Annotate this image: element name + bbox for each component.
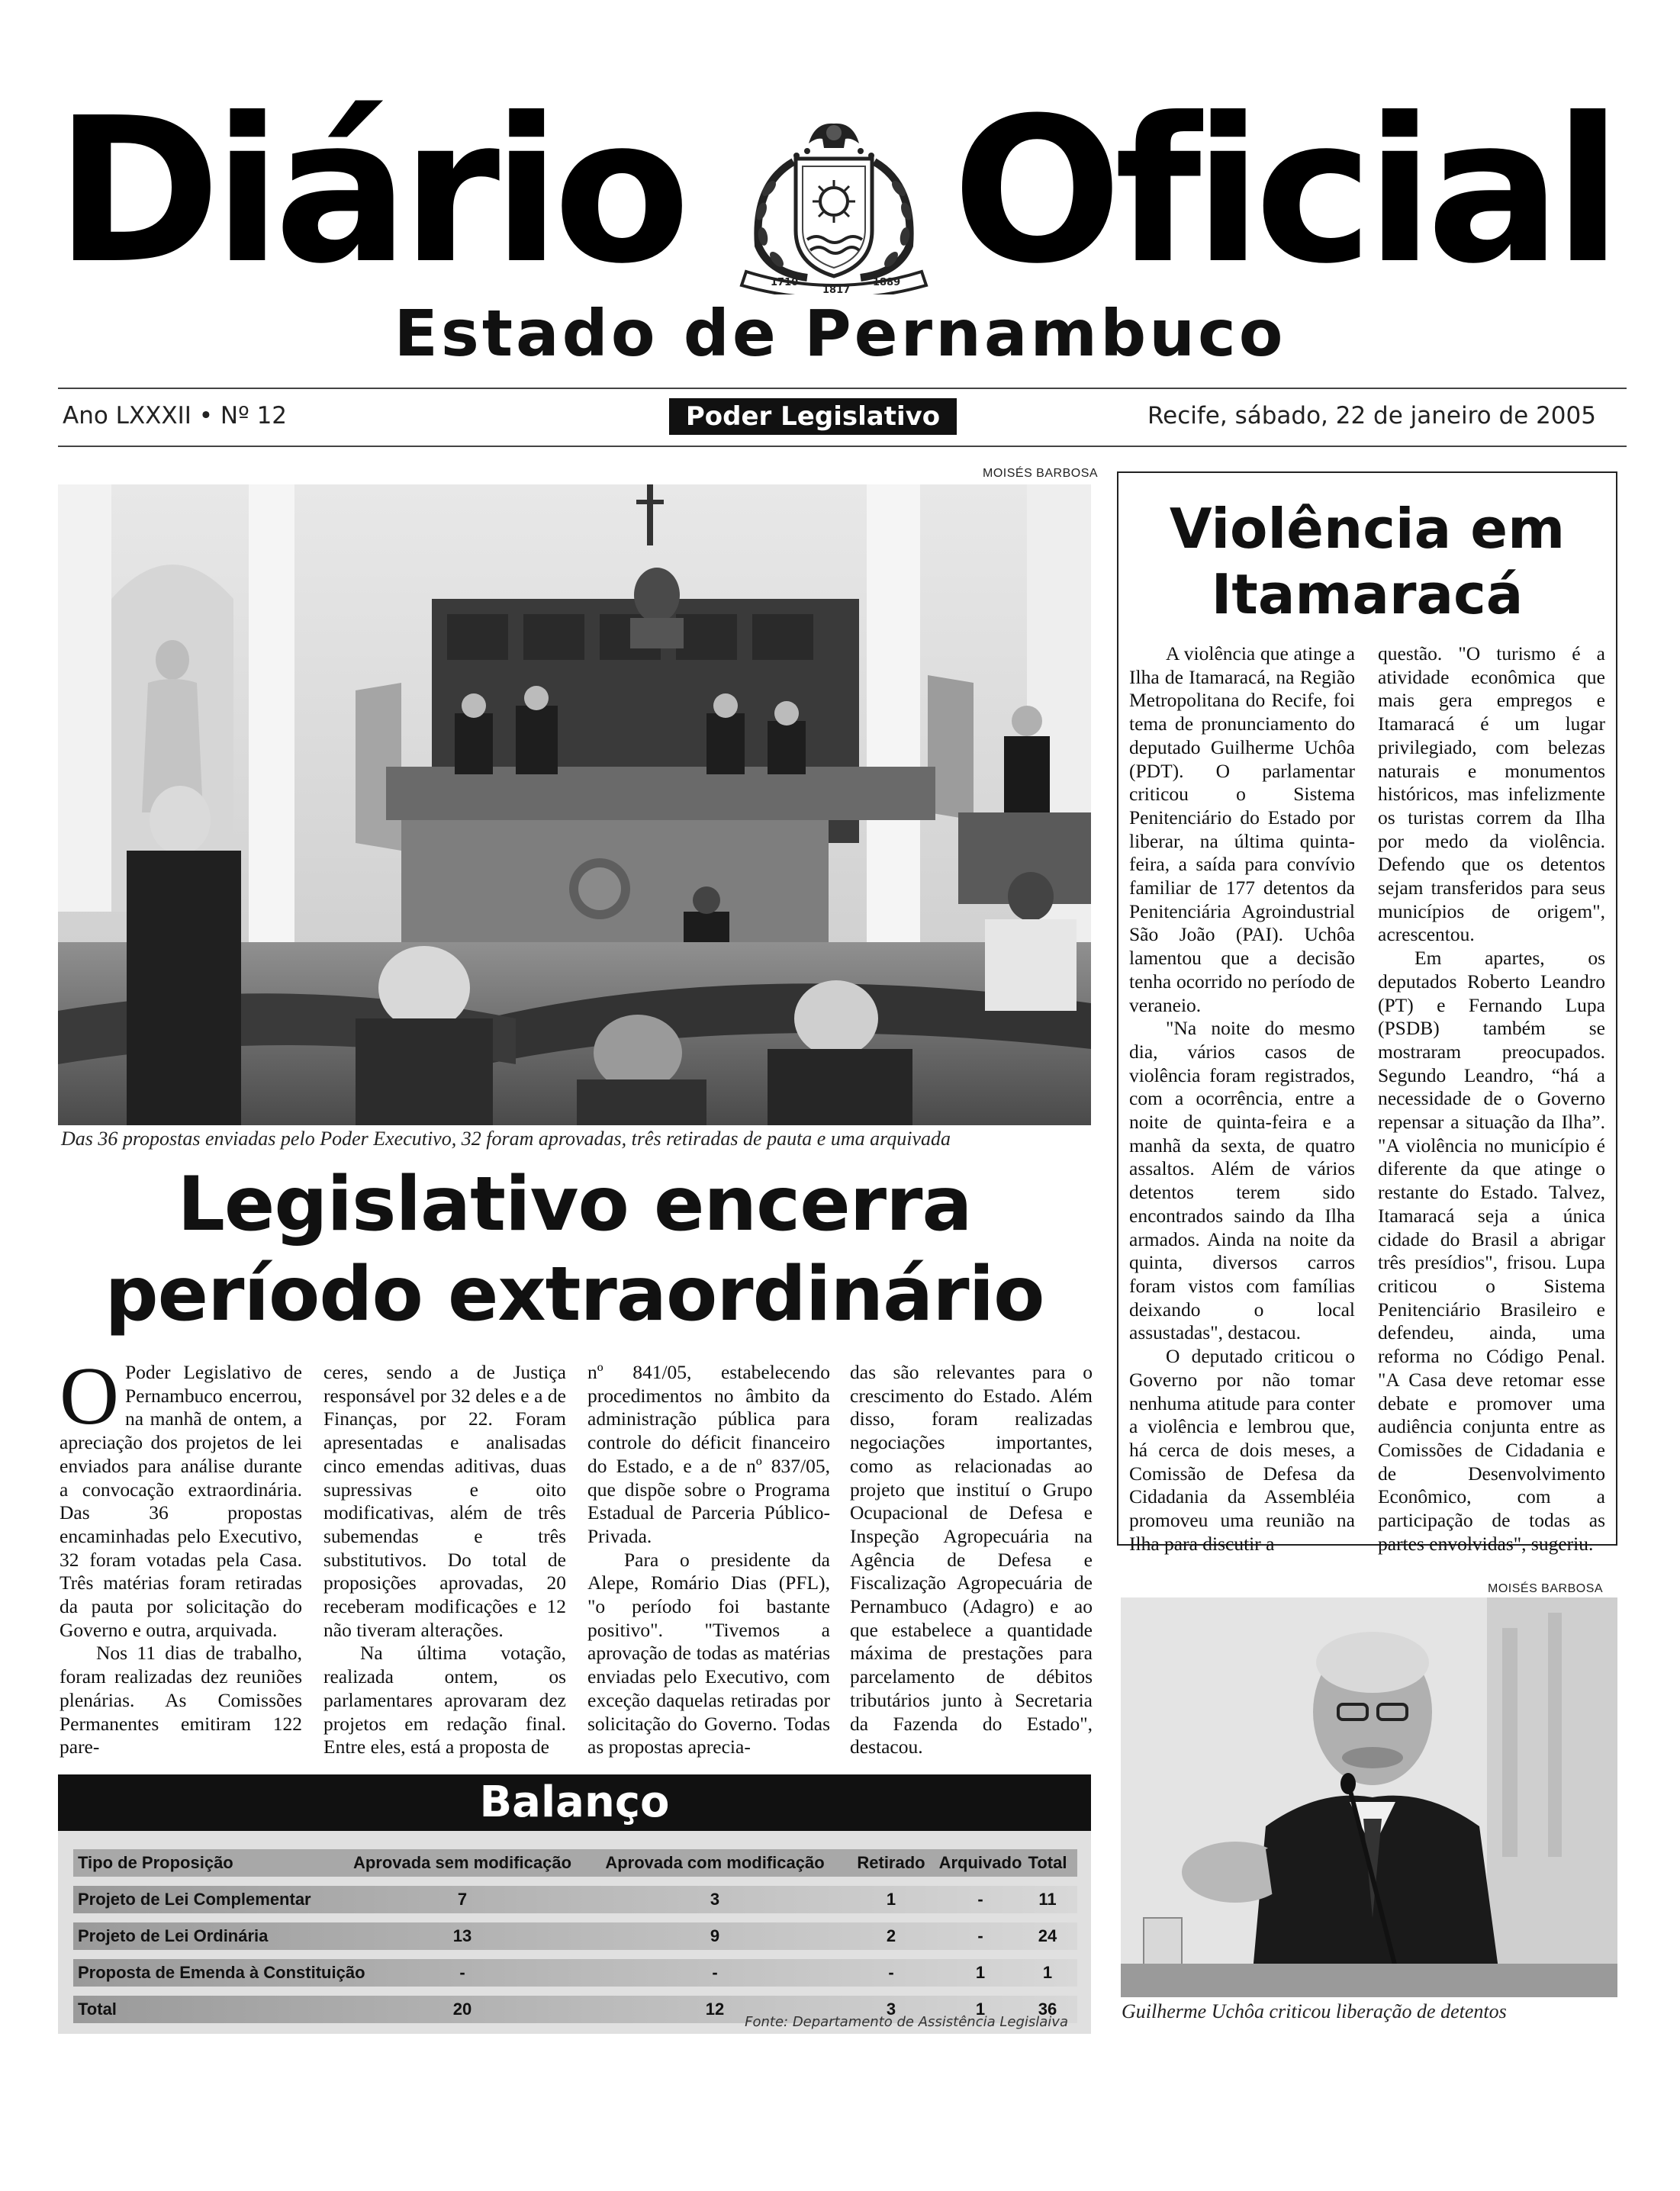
table-cell: 20 [452,2000,472,2019]
table-cell: 11 [1038,1890,1057,1909]
sidebar-paragraph: questão. "O turismo é a atividade econômica que mais gera empregos e Itamaracá é um lugar privilegiado, com belezas naturais e monumentos históricos, mas infelizmente os turistas correm da Ilha por medo da violência. Defendo que os detentos sejam transferidos para seus municípios de origem", acrescentou. [1378,642,1605,946]
svg-text:1817: 1817 [822,285,851,294]
balanco-title: Balanço [58,1774,1091,1831]
table-cell: Projeto de Lei Complementar [78,1890,311,1909]
main-article-column-4 [850,1361,1093,1759]
sidebar-title [1117,496,1617,627]
table-cell: 3 [886,2000,896,2019]
section-badge: Poder Legislativo [669,398,957,435]
sidebar-paragraph: O deputado criticou o Governo por não tomar nenhuma atitude para conter a violência e lembrou que, há cerca de dois meses, a Comissão de Defesa da Cidadania da Assembléia promoveu uma reunião na Ilha para discutir a [1129,1345,1355,1555]
table-cell: - [977,1890,983,1909]
side-photo-credit: MOISÉS BARBOSA [1488,1582,1604,1595]
pernambuco-coat-of-arms-icon [723,116,945,294]
sidebar-paragraph: "Na noite do mesmo dia, vários casos de violência foram registrados, com a ocorrência, entre a noite de quinta-feira e a manhã da sexta, de quatro assaltos. Além de vários detentos terem sido encontrados saindo da Ilha armados. Ainda na noite da quinta, diversos carros foram vistos com famílias deixando o local assustadas", destacou. [1129,1017,1355,1344]
table-header-cell: Retirado [857,1853,925,1872]
article-paragraph: das são relevantes para o crescimento do Estado. Além disso, foram realizadas negociações importantes, como as relacionadas ao projeto que instituí o Grupo Ocupacional de Defesa e Inspeção Agropecuária na Agência de Defesa e Fiscalização Agropecuária de Pernambuco (Adagro) e ao que estabelece a quantidade máxima de prestações para parcelamento de débitos tributários junto à Secretaria da Fazenda do Estado", destacou. [850,1361,1093,1758]
sidebar-column-2 [1378,642,1605,1556]
headline-line-2: período extraordinário [105,1251,1044,1338]
table-header-cell: Total [1028,1853,1067,1872]
article-paragraph: ceres, sendo a de Justiça responsável por 32 deles e a de Finanças, por 22. Foram apresentadas e analisadas cinco emendas aditivas, duas supressivas e oito modificativas, além de três subemendas e três substitutivos. Do total de proposições aprovadas, 20 receberam modificações e 12 não tiveram alterações. [323,1361,566,1641]
table-row [73,1922,1077,1950]
table-header-cell: Arquivado [938,1853,1022,1872]
table-cell: 12 [705,2000,725,2019]
main-photo-caption: Das 36 propostas enviadas pelo Poder Executivo, 32 foram aprovadas, três retiradas de pauta e uma arquivada [61,1128,951,1150]
table-cell: 1 [1042,1963,1053,1982]
svg-text:1710: 1710 [771,277,799,288]
drop-cap: O [60,1351,119,1442]
article-paragraph: nº 841/05, estabelecendo procedimentos no âmbito da administração pública para controle do déficit financeiro do Estado, e a de nº 837/05, que dispõe sobre o Programa Estadual de Parceria Público-Privada. [587,1361,830,1547]
article-paragraph: Na última votação, realizada ontem, os parlamentares aprovaram dez projetos em redação final. Entre eles, está a proposta de [323,1642,566,1758]
svg-text:1889: 1889 [873,277,901,288]
issue-date: Recife, sábado, 22 de janeiro de 2005 [1147,402,1596,430]
table-source: Fonte: Departamento de Assistência Legislaiva [745,2014,1068,2030]
article-paragraph: Nos 11 dias de trabalho, foram realizadas dez reuniões plenárias. As Comissões Permanentes emitiram 122 pare- [60,1642,302,1758]
table-cell: 7 [457,1890,468,1909]
table-header-row [73,1849,1077,1877]
edition-number: Ano LXXXII • Nº 12 [63,402,288,430]
masthead-title-left: Diário [55,75,684,307]
table-header-cell: Aprovada com modificação [605,1853,825,1872]
masthead-rule-bottom [58,446,1627,447]
table-cell: - [888,1963,894,1982]
deputy-photo [1121,1597,1617,1997]
table-row [73,1959,1077,1987]
headline-line-1: Legislativo encerra [177,1161,972,1248]
table-cell: - [712,1963,718,1982]
table-cell: Projeto de Lei Ordinária [78,1926,269,1945]
masthead-title-right: Oficial [952,75,1615,307]
table-cell: 9 [710,1926,720,1945]
table-cell: Total [78,2000,117,2019]
article-paragraph: Poder Legislativo de Pernambuco encerrou, na manhã de ontem, a apreciação dos projetos de lei enviados para análise durante a convocação extraordinária. Das 36 propostas encaminhadas pelo Executivo, 32 foram votadas pela Casa. Três matérias foram retiradas da pauta por solicitação do Governo e outra, arquivada. [60,1361,302,1641]
table-header-cell: Aprovada sem modificação [352,1853,572,1872]
side-photo-caption: Guilherme Uchôa criticou liberação de detentos [1122,2000,1507,2022]
table-header-cell: Tipo de Proposição [78,1853,233,1872]
table-cell: - [977,1926,983,1945]
main-article-column-1 [60,1351,302,1759]
main-article-column-2 [323,1361,566,1759]
table-cell: 2 [886,1926,896,1945]
article-paragraph: Para o presidente da Alepe, Romário Dias (PFL), "o período foi bastante positivo". "Tivemos a aprovação de todas as matérias enviadas pelo Executivo, com exceção daquelas retiradas por solicitação do Governo. Todas as propostas aprecia- [587,1548,830,1758]
main-article-column-3 [587,1361,830,1759]
sidebar-title-line-1: Violência em [1169,497,1566,561]
main-headline [58,1160,1091,1340]
table-cell: 1 [975,1963,986,1982]
sidebar-paragraph: Em apartes, os deputados Roberto Leandro (PT) e Fernando Lupa (PSDB) também se mostraram preocupados. Segundo Leandro, “há a necessidade de o Governo repensar a situação da Ilha”. "A violência no município é diferente da que atinge o restante do Estado. Talvez, Itamaracá seja a única cidade do Brasil a abrigar três presídios", frisou. Lupa criticou o Sistema Penitenciário Brasileiro e defendeu, ainda, uma reforma no Código Penal. "A Casa deve retomar esse debate e promover uma audiência conjunta entre as Comissões de Cidadania e de Desenvolvimento Econômico, com a participação de todas as partes envolvidas", sugeriu. [1378,947,1605,1555]
main-photo-credit: MOISÉS BARBOSA [983,467,1099,480]
table-cell: 13 [452,1926,472,1945]
table-row [73,1886,1077,1913]
table-cell: - [459,1963,465,1982]
table-cell: Proposta de Emenda à Constituição [78,1963,365,1982]
masthead-rule-top [58,388,1627,389]
sidebar-column-1 [1129,642,1355,1556]
table-cell: 3 [710,1890,720,1909]
table-cell: 1 [886,1890,896,1909]
table-cell: 36 [1038,2000,1057,2019]
plenary-photo [58,484,1091,1125]
sidebar-paragraph: A violência que atinge a Ilha de Itamaracá, na Região Metropolitana do Recife, foi tema de pronunciamento do deputado Guilherme Uchôa (PDT). O parlamentar criticou o Sistema Penitenciário do Estado por liberar, na última quinta-feira, a saída para convívio familiar de 177 detentos da Penitenciária Agroindustrial São João (PAI). Uchôa lamentou que a decisão tenha ocorrido no período de veraneio. [1129,642,1355,1016]
masthead-subtitle: Estado de Pernambuco [394,296,1286,371]
table-cell: 1 [975,2000,986,2019]
sidebar-title-line-2: Itamaracá [1211,562,1524,626]
table-cell: 24 [1038,1926,1057,1945]
